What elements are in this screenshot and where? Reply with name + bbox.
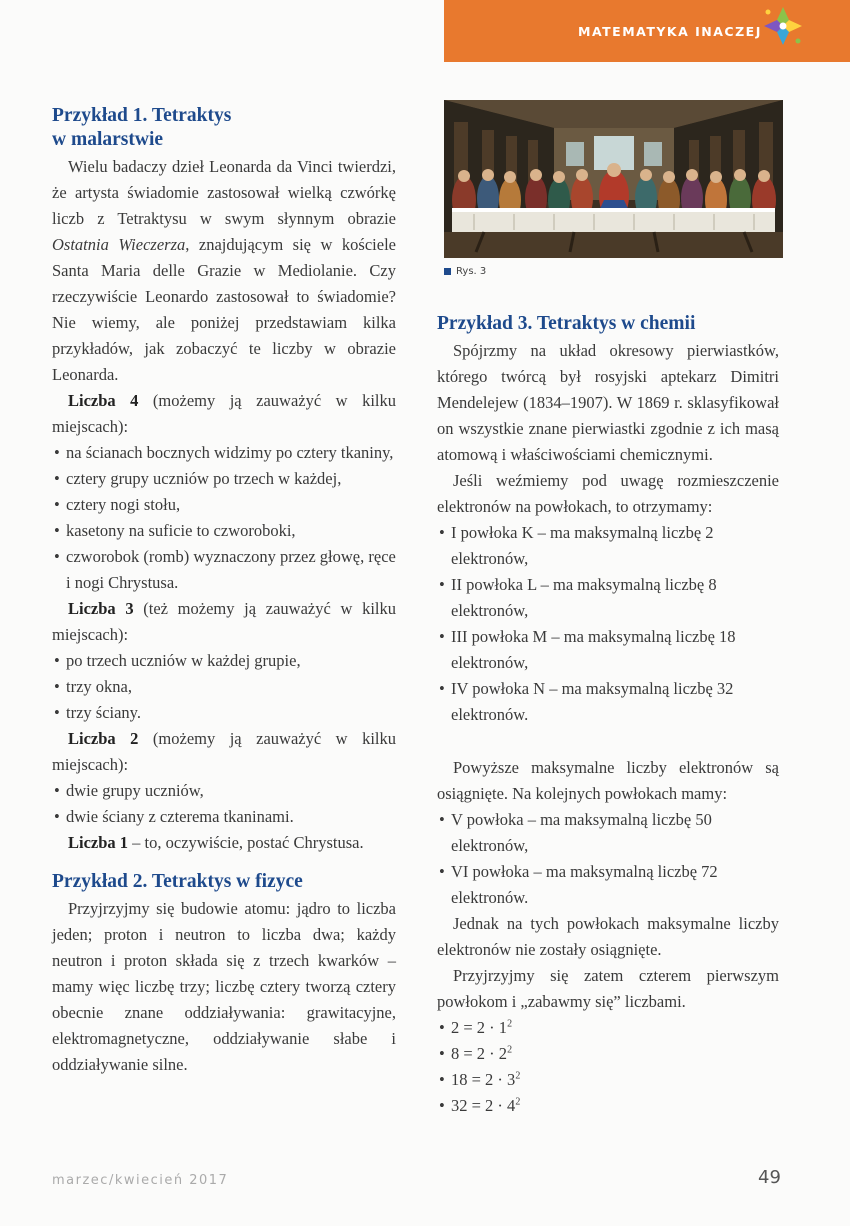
list-item: • cztery nogi stołu, bbox=[52, 492, 396, 518]
example3-paragraph-2: Jeśli weźmiemy pod uwagę rozmieszczenie elektronów na powłokach, to otrzymamy: bbox=[437, 471, 779, 516]
page-number: 49 bbox=[758, 1167, 781, 1188]
formula-list bbox=[437, 1015, 779, 1119]
list-item: • kasetony na suficie to czworoboki, bbox=[52, 518, 396, 544]
list-item: • trzy ściany. bbox=[52, 700, 396, 726]
number1-line: Liczba 1 – to, oczywiście, postać Chrystusa. bbox=[68, 833, 364, 852]
figure-caption-text: Rys. 3 bbox=[456, 266, 487, 277]
example1-intro: Wielu badaczy dzieł Leonarda da Vinci twierdzi, że artysta świadomie zastosował wielką czwórkę liczb z Tetraktysu w swym słynnym obrazie Ostatnia Wieczerza, znajdującym się w kościele Santa Maria delle Grazie w Mediolanie. Czy rzeczywiście Leonardo zastosował to świadomie? Nie wiemy, ale poniżej przedstawiam kilka przykładów, jak zobaczyć te liczby w obrazie Leonarda. bbox=[52, 157, 396, 384]
issue-date: marzec/kwiecień 2017 bbox=[52, 1173, 229, 1188]
left-column bbox=[52, 104, 396, 1078]
shells-list bbox=[437, 520, 779, 728]
list-item: • VI powłoka – ma maksymalną liczbę 72 elektronów. bbox=[437, 859, 779, 911]
list-item: • IV powłoka N – ma maksymalną liczbę 32 elektronów. bbox=[437, 676, 779, 728]
example3-paragraph-1: Spójrzmy na układ okresowy pierwiastków, którego twórcą był rosyjski aptekarz Dimitri Mendelejew (1834–1907). W 1869 r. sklasyfikował on wszystkie znane pierwiastki zgodnie z ich masą atomową i właściwościami chemicznymi. bbox=[437, 341, 779, 464]
example2-title: Przykład 2. Tetraktys w fizyce bbox=[52, 871, 303, 892]
formula-item: • $2 = 2 \cdot 1^2$ bbox=[437, 1015, 779, 1041]
section-title: MATEMATYKA INACZEJ bbox=[578, 24, 762, 39]
formula-item: • $8 = 2 \cdot 2^2$ bbox=[437, 1041, 779, 1067]
last-supper-painting bbox=[444, 100, 783, 258]
list-item: • po trzech uczniów w każdej grupie, bbox=[52, 648, 396, 674]
example3-title: Przykład 3. Tetraktys w chemii bbox=[437, 313, 696, 334]
example2-text: Przyjrzyjmy się budowie atomu: jądro to liczba jeden; proton i neutron to liczba dwa; każdy neutron i proton składa się z trzech kwarków – mamy więc liczbę trzy; liczbę cztery tworzą cztery obecnie znane oddziaływania: grawitacyjne, elektromagnetyczne, oddziaływanie słabe i oddziaływanie silne. bbox=[52, 899, 396, 1074]
formula-item: • $18 = 2 \cdot 3^2$ bbox=[437, 1067, 779, 1093]
number3-list bbox=[52, 648, 396, 726]
list-item: • dwie ściany z czterema tkaninami. bbox=[52, 804, 396, 830]
list-item: • trzy okna, bbox=[52, 674, 396, 700]
example3-paragraph-4: Jednak na tych powłokach maksymalne liczby elektronów nie zostały osiągnięte. bbox=[437, 914, 779, 959]
list-item: • dwie grupy uczniów, bbox=[52, 778, 396, 804]
figure-caption bbox=[444, 266, 486, 277]
caption-marker-icon bbox=[444, 268, 451, 275]
example3-paragraph-3: Powyższe maksymalne liczby elektronów są osiągnięte. Na kolejnych powłokach mamy: bbox=[437, 758, 779, 803]
number2-list bbox=[52, 778, 396, 830]
number4-heading: Liczba 4 (możemy ją zauważyć w kilku miejscach): bbox=[52, 391, 396, 436]
list-item: • V powłoka – ma maksymalną liczbę 50 elektronów, bbox=[437, 807, 779, 859]
number2-heading: Liczba 2 (możemy ją zauważyć w kilku miejscach): bbox=[52, 729, 396, 774]
number3-heading: Liczba 3 (też możemy ją zauważyć w kilku miejscach): bbox=[52, 599, 396, 644]
formula-item: • $32 = 2 \cdot 4^2$ bbox=[437, 1093, 779, 1119]
magazine-logo-icon bbox=[760, 3, 806, 49]
number4-list bbox=[52, 440, 396, 596]
right-column bbox=[437, 312, 779, 1119]
list-item: • III powłoka M – ma maksymalną liczbę 18 elektronów, bbox=[437, 624, 779, 676]
shells-list-2 bbox=[437, 807, 779, 911]
list-item: • cztery grupy uczniów po trzech w każdej, bbox=[52, 466, 396, 492]
list-item: • II powłoka L – ma maksymalną liczbę 8 elektronów, bbox=[437, 572, 779, 624]
example3-paragraph-5: Przyjrzyjmy się zatem czterem pierwszym powłokom i „zabawmy się” liczbami. bbox=[437, 966, 779, 1011]
list-item: • na ścianach bocznych widzimy po cztery tkaniny, bbox=[52, 440, 396, 466]
example1-title: Przykład 1. Tetraktys w malarstwie bbox=[52, 105, 232, 150]
list-item: • I powłoka K – ma maksymalną liczbę 2 elektronów, bbox=[437, 520, 779, 572]
list-item: • czworobok (romb) wyznaczony przez głowę, ręce i nogi Chrystusa. bbox=[52, 544, 396, 596]
